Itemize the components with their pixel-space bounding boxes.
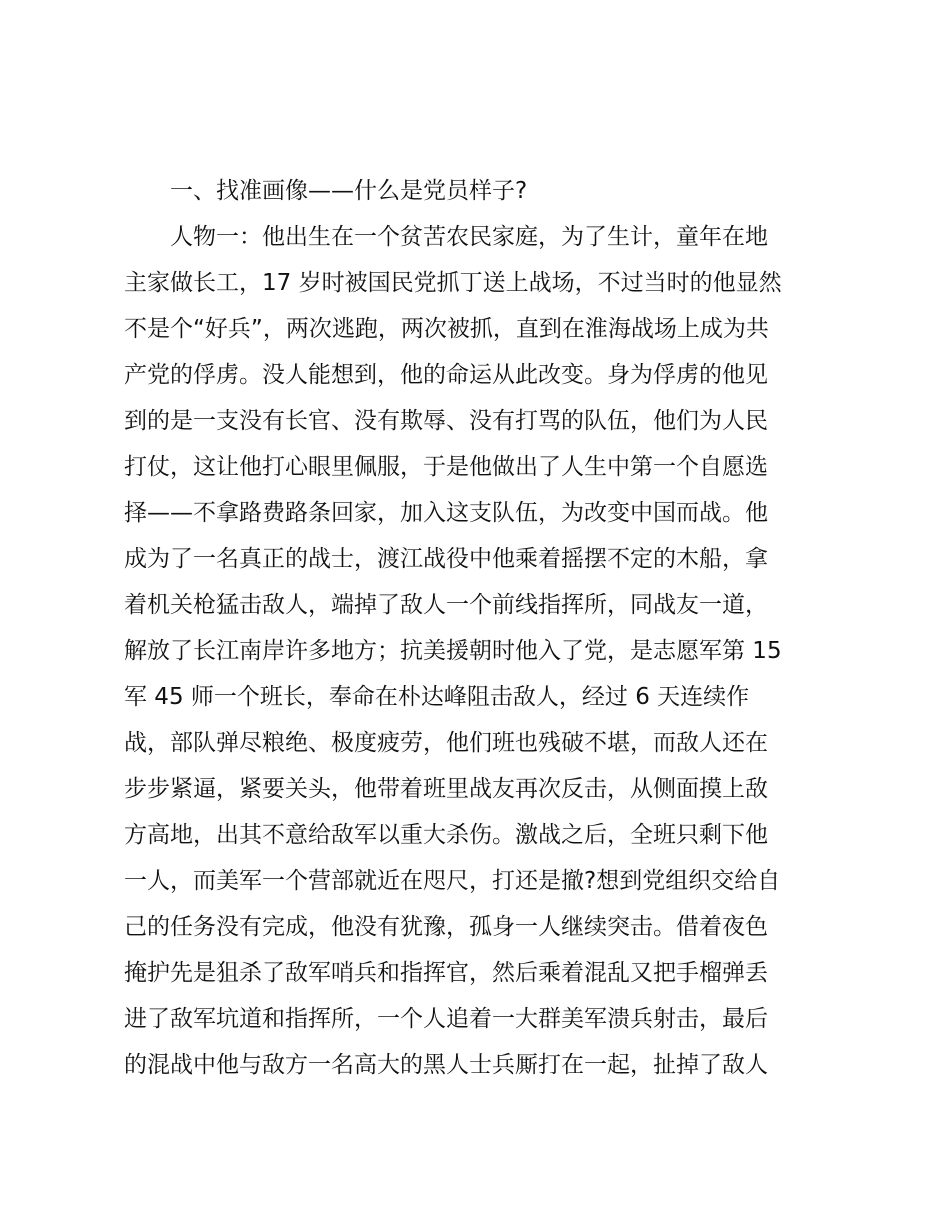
- paragraph-line: 己的任务没有完成，他没有犹豫，孤身一人继续突击。借着夜色: [124, 914, 768, 940]
- paragraph-line: 到的是一支没有长官、没有欺辱、没有打骂的队伍，他们为人民: [124, 408, 768, 434]
- paragraph-line: 着机关枪猛击敌人，端掉了敌人一个前线指挥所，同战友一道，: [124, 592, 768, 618]
- paragraph-line: 成为了一名真正的战士，渡江战役中他乘着摇摆不定的木船，拿: [124, 546, 768, 572]
- document-body: [124, 168, 834, 1088]
- paragraph-line: 择——不拿路费路条回家，加入这支队伍，为改变中国而战。他: [124, 500, 768, 526]
- paragraph-line: 步步紧逼，紧要关头，他带着班里战友再次反击，从侧面摸上敌: [124, 776, 768, 802]
- paragraph-line: 不是个“好兵”，两次逃跑，两次被抓，直到在淮海战场上成为共: [124, 316, 769, 342]
- paragraph-line: 战，部队弹尽粮绝、极度疲劳，他们班也残破不堪，而敌人还在: [124, 730, 768, 756]
- paragraph-line: 产党的俘虏。没人能想到，他的命运从此改变。身为俘虏的他见: [124, 362, 768, 388]
- paragraph-line: 一人，而美军一个营部就近在咫尺，打还是撤?想到党组织交给自: [124, 868, 781, 894]
- paragraph-line: 掩护先是狙杀了敌军哨兵和指挥官，然后乘着混乱又把手榴弹丢: [124, 960, 768, 986]
- paragraph-line: 军 45 师一个班长，奉命在朴达峰阻击敌人，经过 6 天连续作: [124, 684, 750, 710]
- section-heading: 一、找准画像——什么是党员样子?: [170, 178, 528, 204]
- paragraph-line: 进了敌军坑道和指挥所，一个人追着一大群美军溃兵射击，最后: [124, 1006, 768, 1032]
- paragraph-line: 解放了长江南岸许多地方；抗美援朝时他入了党，是志愿军第 15: [124, 638, 782, 664]
- paragraph-line: 方高地，出其不意给敌军以重大杀伤。激战之后，全班只剩下他: [124, 822, 768, 848]
- paragraph-line: 打仗，这让他打心眼里佩服，于是他做出了人生中第一个自愿选: [124, 454, 768, 480]
- paragraph-line: 主家做长工，17 岁时被国民党抓丁送上战场，不过当时的他显然: [124, 270, 782, 296]
- paragraph-line: 的混战中他与敌方一名高大的黑人士兵厮打在一起，扯掉了敌人: [124, 1052, 768, 1078]
- paragraph-line: 人物一：他出生在一个贫苦农民家庭，为了生计，童年在地: [170, 224, 768, 250]
